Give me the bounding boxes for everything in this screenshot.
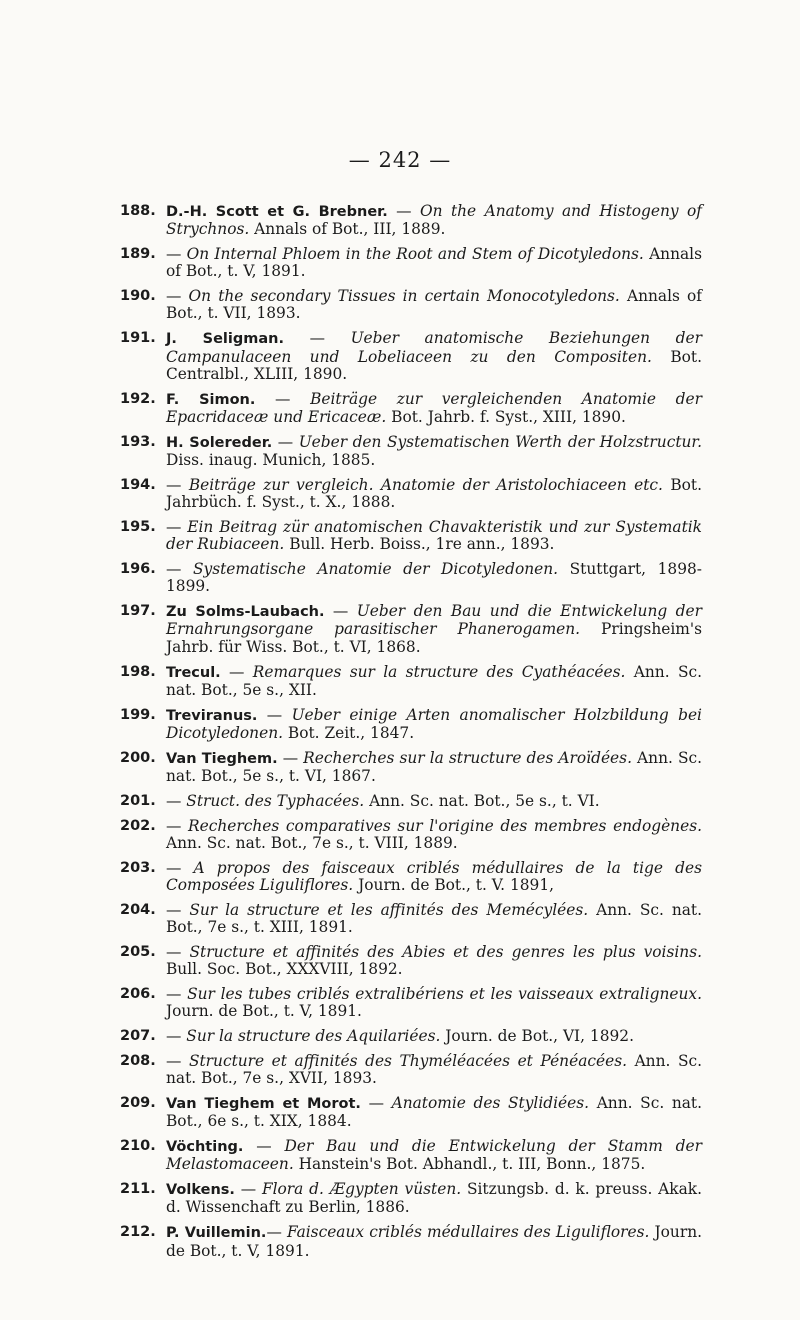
bibliography-entry bbox=[120, 986, 702, 1021]
entry-title: Faisceaux criblés médullaires des Liguliflores. bbox=[286, 1223, 650, 1242]
entry-dash: — bbox=[166, 475, 189, 494]
bibliography-entry bbox=[120, 707, 702, 743]
entry-publication: Annals of Bot., t. V, 1891. bbox=[166, 245, 702, 281]
bibliography-entry bbox=[120, 860, 702, 895]
entry-number: 211. bbox=[120, 1181, 156, 1198]
entry-author: Treviranus. bbox=[166, 707, 258, 724]
entry-title: Systematische Anatomie der Dicotyledonen. bbox=[192, 560, 559, 579]
entry-publication: Ann. Sc. nat. Bot., 7e s., XVII, 1893. bbox=[166, 1051, 702, 1088]
entry-number: 200. bbox=[120, 749, 156, 766]
entry-author: Volkens. bbox=[166, 1182, 235, 1199]
entry-title: Recherches sur la structure des Aroïdées. bbox=[303, 748, 632, 767]
bibliography-entry bbox=[120, 330, 702, 383]
entry-title: On Internal Phloem in the Root and Stem of Dicotyledons. bbox=[186, 245, 644, 264]
entry-dash: — bbox=[257, 705, 292, 724]
entry-title: Ueber den Systematischen Werth der Holzstructur. bbox=[298, 432, 702, 451]
entry-number: 194. bbox=[120, 476, 156, 493]
bibliography-entry bbox=[120, 750, 702, 786]
bibliography-entry bbox=[120, 793, 702, 810]
entry-title: Beiträge zur vergleichenden Anatomie der Epacridaceæ und Ericaceæ. bbox=[166, 389, 702, 426]
entry-number: 205. bbox=[120, 943, 156, 960]
entry-number: 192. bbox=[120, 390, 156, 407]
entry-author: Trecul. bbox=[166, 664, 221, 681]
bibliography-entry bbox=[120, 477, 702, 512]
entry-dash: — bbox=[166, 1051, 189, 1070]
entry-author: Van Tieghem et Morot. bbox=[166, 1095, 361, 1112]
entry-number: 202. bbox=[120, 817, 156, 834]
entry-dash: — bbox=[166, 517, 188, 536]
entry-number: 195. bbox=[120, 518, 156, 535]
entry-dash: — bbox=[166, 245, 187, 264]
entry-title: Recherches comparatives sur l'origine des membres endogènes. bbox=[188, 816, 702, 835]
entry-dash: — bbox=[166, 942, 190, 961]
entry-publication: Ann. Sc. nat. Bot., 7e s., t. VIII, 1889. bbox=[166, 833, 458, 852]
bibliography-entry bbox=[120, 944, 702, 979]
bibliography-entry bbox=[120, 561, 702, 596]
entry-dash: — bbox=[166, 1027, 187, 1046]
entry-title: Ueber den Bau und die Entwickelung der Ernahrungsorgane parasitischer Phanerogamen. bbox=[166, 602, 702, 639]
entry-title: On the Anatomy and Histogeny of Strychnos. bbox=[166, 202, 702, 239]
entry-publication: Bot. Jahrbüch. f. Syst., t. X., 1888. bbox=[166, 475, 702, 512]
entry-publication: Bot. Jahrb. f. Syst., XIII, 1890. bbox=[386, 407, 626, 426]
entry-title: Structure et affinités des Abies et des genres les plus voisins. bbox=[189, 942, 703, 961]
entry-publication: Journ. de Bot., VI, 1892. bbox=[440, 1027, 634, 1046]
entry-number: 193. bbox=[120, 433, 156, 450]
entry-dash: — bbox=[166, 791, 187, 810]
entry-number: 207. bbox=[120, 1028, 156, 1045]
entry-publication: Journ. de Bot., t. V. 1891, bbox=[353, 876, 555, 894]
entry-publication: Hanstein's Bot. Abhandl., t. III, Bonn., 1875. bbox=[293, 1155, 646, 1174]
entry-dash: — bbox=[234, 1180, 262, 1199]
entry-publication: Ann. Sc. nat. Bot., 7e s., t. XIII, 1891. bbox=[166, 900, 702, 937]
entry-author: Vöchting. bbox=[166, 1139, 244, 1156]
entry-number: 198. bbox=[120, 663, 156, 680]
entry-author: Zu Solms-Laubach. bbox=[166, 604, 325, 621]
entry-title: Structure et affinités des Thyméléacées et Pénéacées. bbox=[188, 1051, 628, 1070]
entry-number: 189. bbox=[120, 246, 156, 263]
entry-author: P. Vuillemin. bbox=[166, 1225, 267, 1242]
entry-publication: Diss. inaug. Munich, 1885. bbox=[166, 451, 376, 470]
entry-number: 203. bbox=[120, 859, 156, 876]
entry-publication: Journ. de Bot., t. V, 1891. bbox=[166, 1002, 362, 1021]
entry-dash: — bbox=[387, 202, 420, 220]
entry-number: 204. bbox=[120, 901, 156, 918]
entry-title: Sur les tubes criblés extralibériens et les vaisseaux extraligneux. bbox=[187, 984, 702, 1003]
entry-title: A propos des faisceaux criblés médullaires de la tige des Composées Liguliflores. bbox=[166, 858, 702, 894]
entry-dash: — bbox=[272, 432, 299, 451]
entry-dash: — bbox=[166, 858, 194, 877]
entry-number: 188. bbox=[120, 203, 156, 219]
entry-dash: — bbox=[277, 748, 304, 767]
entry-publication: Journ. de Bot., t. V, 1891. bbox=[166, 1223, 702, 1260]
entry-author: H. Solereder. bbox=[166, 434, 273, 451]
entry-number: 197. bbox=[120, 603, 156, 620]
bibliography-entry bbox=[120, 203, 702, 239]
page-number: — 242 — bbox=[348, 148, 452, 172]
entry-dash: — bbox=[324, 602, 357, 621]
entry-number: 190. bbox=[120, 288, 156, 305]
entry-publication: Bot. Centralbl., XLIII, 1890. bbox=[166, 347, 702, 383]
bibliography-entry bbox=[120, 288, 702, 323]
entry-dash: — bbox=[166, 560, 193, 579]
entry-publication: Annals of Bot., t. VII, 1893. bbox=[166, 287, 702, 323]
entry-title: Remarques sur la structure des Cyathéacées. bbox=[252, 662, 626, 681]
entry-number: 201. bbox=[120, 792, 156, 809]
entry-dash: — bbox=[255, 389, 311, 408]
entry-dash: — bbox=[220, 662, 253, 681]
bibliography-entry bbox=[120, 1053, 702, 1088]
entry-dash: — bbox=[283, 329, 351, 348]
entry-title: Anatomie des Stylidiées. bbox=[391, 1093, 590, 1112]
entry-title: Ein Beitrag zür anatomischen Chavakteristik und zur Systematik der Rubiaceen. bbox=[166, 517, 702, 554]
entry-dash: — bbox=[243, 1137, 285, 1156]
bibliography-entry bbox=[120, 603, 702, 656]
entry-title: Ueber einige Arten anomalischer Holzbildung bei Dicotyledonen. bbox=[166, 705, 702, 742]
entry-title: Flora d. Ægypten vüsten. bbox=[261, 1180, 462, 1199]
entry-number: 196. bbox=[120, 561, 156, 578]
entry-publication: Ann. Sc. nat. Bot., 5e s., t. VI, 1867. bbox=[166, 748, 703, 786]
entry-number: 199. bbox=[120, 706, 156, 723]
entry-title: Ueber anatomische Beziehungen der Campanulaceen und Lobeliaceen zu den Compositen. bbox=[166, 329, 702, 366]
entry-title: Der Bau und die Entwickelung der Stamm der Melastomaceen. bbox=[166, 1137, 702, 1174]
entry-publication: Ann. Sc. nat. Bot., 5e s., t. VI. bbox=[364, 791, 600, 810]
entry-publication: Bull. Soc. Bot., XXXVIII, 1892. bbox=[166, 960, 403, 979]
entry-number: 191. bbox=[120, 330, 156, 347]
bibliography-entry bbox=[120, 434, 702, 470]
entry-author: D.-H. Scott et G. Brebner. bbox=[166, 204, 388, 220]
bibliography-entry bbox=[120, 1028, 702, 1045]
bibliography-entry bbox=[120, 519, 702, 554]
entry-title: Sur la structure et les affinités des Memécylées. bbox=[189, 900, 589, 919]
entry-author: F. Simon. bbox=[166, 391, 256, 408]
entry-author: J. Seligman. bbox=[166, 331, 284, 348]
bibliography-list bbox=[120, 203, 702, 1267]
entry-publication: Ann. Sc. nat. Bot., 5e s., XII. bbox=[166, 662, 702, 699]
entry-title: Sur la structure des Aquilariées. bbox=[186, 1027, 441, 1046]
entry-title: On the secondary Tissues in certain Monocotyledons. bbox=[188, 287, 620, 306]
entry-dash: — bbox=[166, 816, 189, 835]
entry-number: 210. bbox=[120, 1138, 156, 1155]
entry-dash: — bbox=[360, 1093, 392, 1112]
bibliography-entry bbox=[120, 391, 702, 427]
entry-author: Van Tieghem. bbox=[166, 750, 278, 767]
entry-dash: — bbox=[166, 900, 190, 919]
bibliography-entry bbox=[120, 1138, 702, 1174]
bibliography-entry bbox=[120, 246, 702, 281]
entry-dash: — bbox=[166, 287, 189, 306]
entry-number: 209. bbox=[120, 1094, 156, 1111]
entry-dash: — bbox=[266, 1223, 287, 1242]
entry-publication: Annals of Bot., III, 1889. bbox=[249, 220, 446, 239]
entry-publication: Pringsheim's Jahrb. für Wiss. Bot., t. VI, 1868. bbox=[166, 620, 702, 656]
entry-publication: Ann. Sc. nat. Bot., 6e s., t. XIX, 1884. bbox=[166, 1093, 702, 1131]
entry-number: 212. bbox=[120, 1224, 156, 1241]
entry-title: Beiträge zur vergleich. Anatomie der Aristolochiaceen etc. bbox=[188, 475, 663, 494]
bibliography-entry bbox=[120, 1224, 702, 1260]
bibliography-entry bbox=[120, 818, 702, 853]
bibliography-entry bbox=[120, 1095, 702, 1131]
entry-publication: Bull. Herb. Boiss., 1re ann., 1893. bbox=[284, 535, 555, 554]
entry-number: 208. bbox=[120, 1052, 156, 1069]
entry-publication: Bot. Zeit., 1847. bbox=[283, 723, 415, 742]
bibliography-entry bbox=[120, 902, 702, 937]
entry-publication: Sitzungsb. d. k. preuss. Akak. d. Wissenchaft zu Berlin, 1886. bbox=[166, 1180, 702, 1217]
entry-dash: — bbox=[166, 984, 188, 1003]
entry-number: 206. bbox=[120, 985, 156, 1002]
bibliography-entry bbox=[120, 664, 702, 700]
bibliography-entry bbox=[120, 1181, 702, 1217]
entry-publication: Stuttgart, 1898-1899. bbox=[166, 560, 702, 596]
entry-title: Struct. des Typhacées. bbox=[186, 791, 365, 810]
